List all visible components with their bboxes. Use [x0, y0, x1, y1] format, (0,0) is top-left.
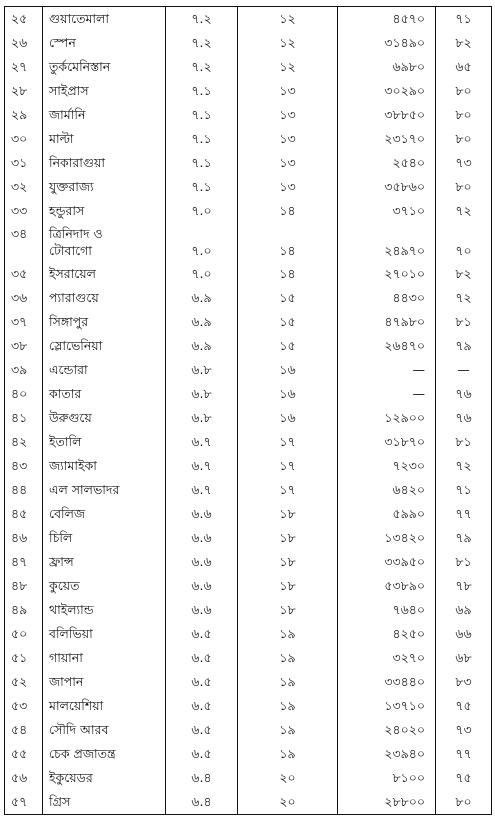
table-row [5, 502, 492, 526]
row-rank: ৩৩ [5, 199, 43, 223]
row-life: ৭৬ [436, 382, 492, 406]
row-income: ৮১০০ [338, 766, 436, 790]
row-rank: ৩২ [5, 175, 43, 199]
row-country: ইসরায়েল [43, 262, 166, 286]
row-place: ১৪ [238, 199, 338, 223]
row-country: বলিভিয়া [43, 622, 166, 646]
row-place: ১৬ [238, 382, 338, 406]
row-score: ৬.৭ [166, 478, 238, 502]
row-place: ১৩ [238, 79, 338, 103]
table-row [5, 199, 492, 223]
row-rank: ৪৫ [5, 502, 43, 526]
row-rank: ২৭ [5, 55, 43, 79]
row-score: ৬.৯ [166, 310, 238, 334]
row-country: থাইল্যান্ড [43, 598, 166, 622]
row-income: ১২৯০০ [338, 406, 436, 430]
row-place: ১৮ [238, 502, 338, 526]
table-row [5, 103, 492, 127]
table-row [5, 223, 492, 242]
row-rank: ৫২ [5, 670, 43, 694]
table-row [5, 694, 492, 718]
row-life: ৮২ [436, 31, 492, 55]
row-place: ২০ [238, 766, 338, 790]
row-income: ৩৫৮৬০ [338, 175, 436, 199]
row-score: ৬.৫ [166, 742, 238, 766]
row-score: ৭.১ [166, 103, 238, 127]
row-country: সাইপ্রাস [43, 79, 166, 103]
table-row [5, 310, 492, 334]
table-row [5, 622, 492, 646]
row-score: ৬.৫ [166, 646, 238, 670]
row-score: ৬.৭ [166, 454, 238, 478]
table-row [5, 766, 492, 790]
row-income: ৬৪২০ [338, 478, 436, 502]
row-rank: ৫৩ [5, 694, 43, 718]
row-life: ৭১ [436, 478, 492, 502]
row-life: ৭৬ [436, 406, 492, 430]
table-row [5, 7, 492, 32]
row-place: ১৫ [238, 334, 338, 358]
row-income: ৬৯৮০ [338, 55, 436, 79]
row-country: প্যারাগুয়ে [43, 286, 166, 310]
row-life: ৬৯ [436, 598, 492, 622]
row-place: ১৮ [238, 526, 338, 550]
row-country: বেলিজ [43, 502, 166, 526]
table-row [5, 790, 492, 815]
row-rank: ৩৭ [5, 310, 43, 334]
row-income: ২৪০২০ [338, 718, 436, 742]
row-score: ৭.১ [166, 151, 238, 175]
row-place: ১৩ [238, 175, 338, 199]
row-country: চিলি [43, 526, 166, 550]
table-row [5, 55, 492, 79]
row-income: ৫৯৯০ [338, 502, 436, 526]
row-life: ৮২ [436, 262, 492, 286]
row-place: ১৩ [238, 103, 338, 127]
row-score: ৬.৪ [166, 766, 238, 790]
row-score: ৬.৯ [166, 286, 238, 310]
row-rank: ৫৫ [5, 742, 43, 766]
row-country: এন্ডোরা [43, 358, 166, 382]
row-rank: ৩৫ [5, 262, 43, 286]
row-place: ১৯ [238, 622, 338, 646]
table-row [5, 242, 492, 262]
row-country: সিঙ্গাপুর [43, 310, 166, 334]
row-place: ১৮ [238, 574, 338, 598]
row-country: উরুগুয়ে [43, 406, 166, 430]
row-country: এল সালভাদর [43, 478, 166, 502]
row-life: ৭৩ [436, 718, 492, 742]
row-life: ৭৭ [436, 742, 492, 766]
table-row [5, 127, 492, 151]
row-country: স্পেন [43, 31, 166, 55]
row-score: ৬.৮ [166, 382, 238, 406]
table-row [5, 478, 492, 502]
row-place: ১৮ [238, 550, 338, 574]
row-place: ১৯ [238, 694, 338, 718]
row-income: ৪৪৩০ [338, 286, 436, 310]
row-rank: ৪১ [5, 406, 43, 430]
row-income: ২৮৮০০ [338, 790, 436, 815]
row-country: জ্যামাইকা [43, 454, 166, 478]
row-score: ৬.৮ [166, 358, 238, 382]
row-income: ২৩৯৪০ [338, 742, 436, 766]
row-country: টোবাগো [43, 242, 166, 262]
row-rank: ২৬ [5, 31, 43, 55]
table-row [5, 454, 492, 478]
table-row [5, 646, 492, 670]
row-place: ১২ [238, 7, 338, 32]
row-country: গ্রিস [43, 790, 166, 815]
table-row [5, 574, 492, 598]
row-score: ৭.০ [166, 199, 238, 223]
row-rank: ৪৩ [5, 454, 43, 478]
row-country: তুর্কমেনিস্তান [43, 55, 166, 79]
ranking-table [4, 6, 492, 815]
row-country: ইতালি [43, 430, 166, 454]
table-row [5, 382, 492, 406]
table-row [5, 550, 492, 574]
row-country: মালয়েশিয়া [43, 694, 166, 718]
row-score: ৭.০ [166, 242, 238, 262]
row-rank: ২৫ [5, 7, 43, 32]
row-income: ৩২৭০ [338, 646, 436, 670]
row-place: ১৫ [238, 286, 338, 310]
row-score: ৬.৬ [166, 550, 238, 574]
table-row [5, 286, 492, 310]
table-row [5, 151, 492, 175]
row-rank: ৩১ [5, 151, 43, 175]
row-income: ৪৫৭০ [338, 7, 436, 32]
row-income: ৩১৪৯০ [338, 31, 436, 55]
table-row [5, 358, 492, 382]
row-income: ৩৩৪৪০ [338, 670, 436, 694]
row-score: ৭.২ [166, 7, 238, 32]
row-life: ৬৮ [436, 646, 492, 670]
row-score: ৭.১ [166, 79, 238, 103]
row-rank: ৫৬ [5, 766, 43, 790]
row-rank: ৫৭ [5, 790, 43, 815]
table-row [5, 430, 492, 454]
row-rank: ৩৬ [5, 286, 43, 310]
row-place: ১৯ [238, 742, 338, 766]
row-rank: ৩৯ [5, 358, 43, 382]
row-place: ১৫ [238, 310, 338, 334]
table-row [5, 742, 492, 766]
row-life: ৭৯ [436, 334, 492, 358]
row-life: ৭০ [436, 242, 492, 262]
row-life: ৮০ [436, 79, 492, 103]
row-life: — [436, 358, 492, 382]
row-place: ১২ [238, 55, 338, 79]
row-income: ২৩১৭০ [338, 127, 436, 151]
row-income: — [338, 382, 436, 406]
row-place: ২০ [238, 790, 338, 815]
row-score: ৬.৯ [166, 334, 238, 358]
row-life: ৭৮ [436, 574, 492, 598]
row-rank: ৩৮ [5, 334, 43, 358]
row-score: ৬.৬ [166, 502, 238, 526]
row-income: ৩০২৯০ [338, 79, 436, 103]
row-country: সৌদি আরব [43, 718, 166, 742]
row-rank: ৪৬ [5, 526, 43, 550]
row-place: ১৪ [238, 242, 338, 262]
row-rank: ৪৭ [5, 550, 43, 574]
row-country: জাপান [43, 670, 166, 694]
row-place: ১৭ [238, 478, 338, 502]
row-income: ২৬৪৭০ [338, 334, 436, 358]
row-place: ১৪ [238, 262, 338, 286]
row-life: ৮১ [436, 430, 492, 454]
row-income: — [338, 358, 436, 382]
table-row [5, 718, 492, 742]
row-income [338, 223, 436, 242]
row-income: ৩৮৮৫০ [338, 103, 436, 127]
row-rank: ৫১ [5, 646, 43, 670]
row-life [436, 223, 492, 242]
row-country: ত্রিনিদাদ ও [43, 223, 166, 242]
row-rank: ২৮ [5, 79, 43, 103]
row-score: ৬.৫ [166, 694, 238, 718]
row-income: ৪২৫০ [338, 622, 436, 646]
row-rank [5, 242, 43, 262]
row-rank: ৫৪ [5, 718, 43, 742]
row-rank: ৪২ [5, 430, 43, 454]
row-place: ১৭ [238, 454, 338, 478]
row-income: ৩৩৯৫০ [338, 550, 436, 574]
row-country: কুয়েত [43, 574, 166, 598]
row-income: ৪৭৯৮০ [338, 310, 436, 334]
row-life: ৮০ [436, 175, 492, 199]
row-score: ৬.৭ [166, 430, 238, 454]
row-income: ৫৩৮৯০ [338, 574, 436, 598]
row-income: ১৩৪২০ [338, 526, 436, 550]
row-score: ৬.৮ [166, 406, 238, 430]
row-country: ইকুয়েডর [43, 766, 166, 790]
row-life: ৭১ [436, 7, 492, 32]
row-life: ৬৫ [436, 55, 492, 79]
row-score: ৭.২ [166, 31, 238, 55]
row-income: ৩৭১০ [338, 199, 436, 223]
row-life: ৮১ [436, 310, 492, 334]
row-rank: ৩৪ [5, 223, 43, 242]
row-income: ২৭০১০ [338, 262, 436, 286]
row-life: ৬৬ [436, 622, 492, 646]
row-income: ১৩৭১০ [338, 694, 436, 718]
row-place: ১৩ [238, 127, 338, 151]
row-rank: ৪০ [5, 382, 43, 406]
row-score: ৬.৫ [166, 622, 238, 646]
row-country: কাতার [43, 382, 166, 406]
row-score: ৭.১ [166, 175, 238, 199]
row-life: ৭২ [436, 286, 492, 310]
row-country: গুয়াতেমালা [43, 7, 166, 32]
row-place: ১২ [238, 31, 338, 55]
row-score: ৭.১ [166, 127, 238, 151]
row-country: মাল্টা [43, 127, 166, 151]
table-row [5, 79, 492, 103]
row-life: ৭৭ [436, 502, 492, 526]
row-score: ৭.২ [166, 55, 238, 79]
row-rank: ৪৮ [5, 574, 43, 598]
row-place: ১৭ [238, 430, 338, 454]
row-place: ১৬ [238, 406, 338, 430]
row-score [166, 223, 238, 242]
row-income: ২৫৪০ [338, 151, 436, 175]
table-row [5, 175, 492, 199]
row-life: ৮১ [436, 550, 492, 574]
row-rank: ৪৯ [5, 598, 43, 622]
table-row [5, 598, 492, 622]
row-country: যুক্তরাজ্য [43, 175, 166, 199]
row-country: চেক প্রজাতন্ত্র [43, 742, 166, 766]
row-score: ৬.৫ [166, 670, 238, 694]
row-rank: ৪৪ [5, 478, 43, 502]
row-income: ৭৬৪০ [338, 598, 436, 622]
table-row [5, 334, 492, 358]
row-income: ৩১৮৭০ [338, 430, 436, 454]
row-life: ৭৫ [436, 766, 492, 790]
row-life: ৮০ [436, 127, 492, 151]
row-country: গায়ানা [43, 646, 166, 670]
row-score: ৬.৪ [166, 790, 238, 815]
row-country: ফ্রান্স [43, 550, 166, 574]
row-place: ১৬ [238, 358, 338, 382]
table-row [5, 526, 492, 550]
row-income: ৭২৩০ [338, 454, 436, 478]
row-rank: ৩০ [5, 127, 43, 151]
row-life: ৭২ [436, 199, 492, 223]
row-score: ৭.০ [166, 262, 238, 286]
row-life: ৭৫ [436, 694, 492, 718]
table-row [5, 31, 492, 55]
row-score: ৬.৬ [166, 526, 238, 550]
row-place: ১৮ [238, 598, 338, 622]
table-row [5, 670, 492, 694]
row-country: হন্ডুরাস [43, 199, 166, 223]
row-life: ৮৩ [436, 670, 492, 694]
table-row [5, 262, 492, 286]
row-life: ৭২ [436, 454, 492, 478]
row-score: ৬.৬ [166, 574, 238, 598]
row-rank: ৫০ [5, 622, 43, 646]
row-place: ১৯ [238, 718, 338, 742]
row-country: নিকারাগুয়া [43, 151, 166, 175]
row-score: ৬.৬ [166, 598, 238, 622]
row-life: ৭৯ [436, 526, 492, 550]
row-country: জার্মানি [43, 103, 166, 127]
row-place: ১৩ [238, 151, 338, 175]
row-rank: ২৯ [5, 103, 43, 127]
row-place: ১৯ [238, 670, 338, 694]
row-place: ১৯ [238, 646, 338, 670]
row-income: ২৪৯৭০ [338, 242, 436, 262]
row-country: স্লোভেনিয়া [43, 334, 166, 358]
row-life: ৮০ [436, 103, 492, 127]
row-place [238, 223, 338, 242]
table-body [5, 7, 492, 815]
row-life: ৭৩ [436, 151, 492, 175]
row-life: ৮০ [436, 790, 492, 815]
table-row [5, 406, 492, 430]
row-score: ৬.৫ [166, 718, 238, 742]
